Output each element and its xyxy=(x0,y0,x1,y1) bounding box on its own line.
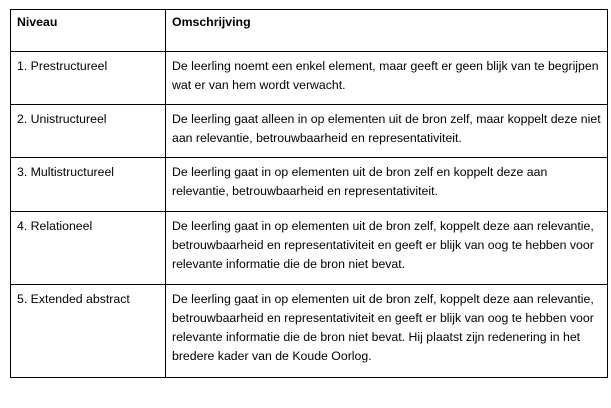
description-cell: De leerling gaat in op elementen uit de bron zelf en koppelt deze aan relevantie, betrouwbaarheid en representativiteit. xyxy=(166,158,608,212)
table-row xyxy=(11,52,608,105)
table-row xyxy=(11,212,608,285)
level-cell: 2. Unistructureel xyxy=(11,105,166,158)
description-cell: De leerling noemt een enkel element, maar geeft er geen blijk van te begrijpen wat er van hem wordt verwacht. xyxy=(166,52,608,105)
table-row xyxy=(11,105,608,158)
table-row xyxy=(11,158,608,212)
level-cell: 4. Relationeel xyxy=(11,212,166,285)
header-row xyxy=(11,10,608,52)
description-cell: De leerling gaat alleen in op elementen uit de bron zelf, maar koppelt deze niet aan relevantie, betrouwbaarheid en representativiteit. xyxy=(166,105,608,158)
description-cell: De leerling gaat in op elementen uit de bron zelf, koppelt deze aan relevantie, betrouwbaarheid en representativiteit en geeft er blijk van oog te hebben voor relevante informatie die de bron niet bevat. Hij plaatst zijn redenering in het bredere kader van de Koude Oorlog. xyxy=(166,285,608,378)
level-cell: 3. Multistructureel xyxy=(11,158,166,212)
level-cell: 5. Extended abstract xyxy=(11,285,166,378)
table-row xyxy=(11,285,608,378)
levels-table xyxy=(10,9,608,378)
header-description: Omschrijving xyxy=(166,10,608,52)
description-cell: De leerling gaat in op elementen uit de bron zelf, koppelt deze aan relevantie, betrouwbaarheid en representativiteit en geeft er blijk van oog te hebben voor relevante informatie die de bron niet bevat. xyxy=(166,212,608,285)
header-level: Niveau xyxy=(11,10,166,52)
level-cell: 1. Prestructureel xyxy=(11,52,166,105)
